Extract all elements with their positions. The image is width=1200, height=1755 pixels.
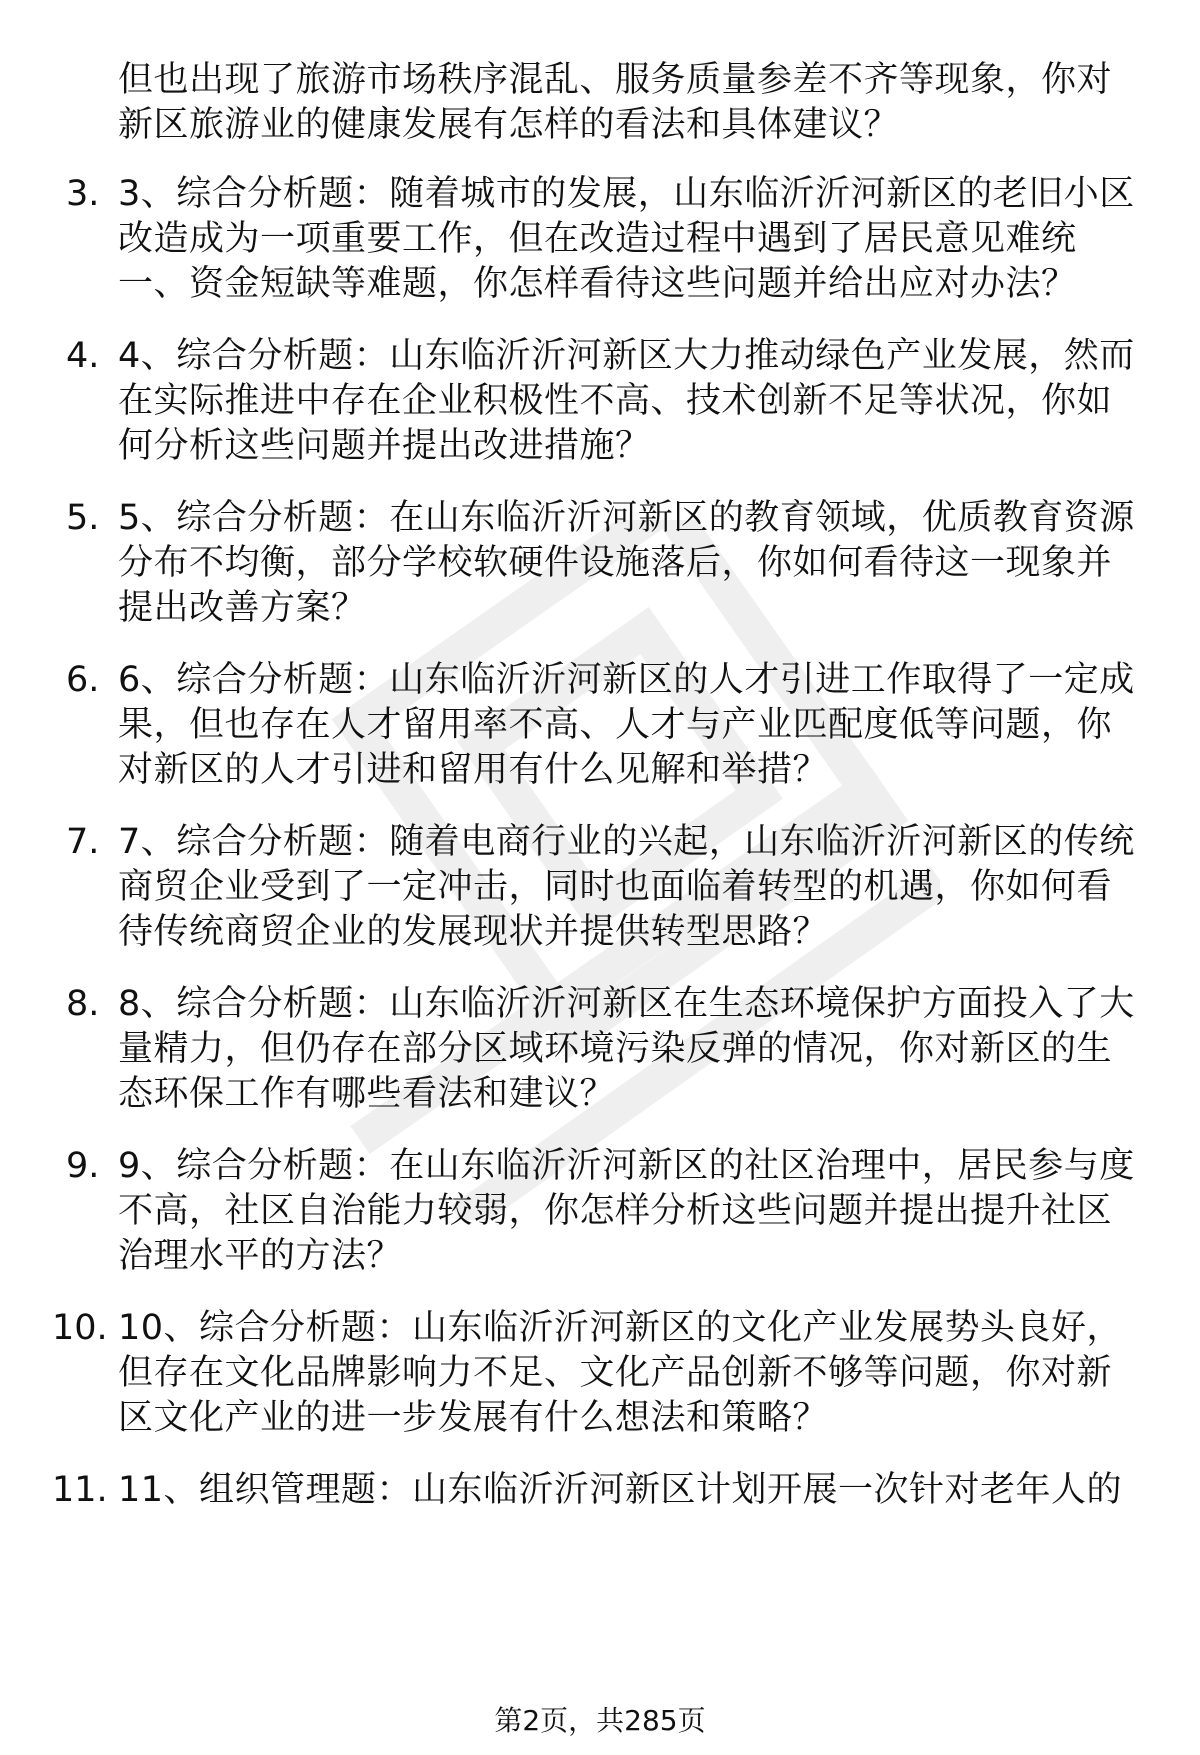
list-number: 6.	[66, 660, 100, 700]
list-number: 11.	[52, 1470, 108, 1510]
question-line: 8、综合分析题：山东临沂沂河新区在生态环境保护方面投入了大	[118, 984, 1135, 1024]
question-line: 9、综合分析题：在山东临沂沂河新区的社区治理中，居民参与度	[118, 1146, 1135, 1186]
question-line: 在实际推进中存在企业积极性不高、技术创新不足等状况，你如	[118, 381, 1113, 421]
question-line: 但存在文化品牌影响力不足、文化产品创新不够等问题，你对新	[118, 1353, 1113, 1393]
question-line: 3、综合分析题：随着城市的发展，山东临沂沂河新区的老旧小区	[118, 174, 1135, 214]
question-line: 分布不均衡，部分学校软硬件设施落后，你如何看待这一现象并	[118, 543, 1113, 583]
list-number: 10.	[52, 1308, 108, 1348]
question-line: 态环保工作有哪些看法和建议？	[118, 1074, 616, 1114]
question-line: 量精力，但仍存在部分区域环境污染反弹的情况，你对新区的生	[118, 1029, 1113, 1069]
question-line: 区文化产业的进一步发展有什么想法和策略？	[118, 1398, 829, 1438]
question-line: 商贸企业受到了一定冲击，同时也面临着转型的机遇，你如何看	[118, 867, 1113, 907]
list-number: 8.	[66, 984, 100, 1024]
question-line: 对新区的人才引进和留用有什么见解和举措？	[118, 750, 829, 790]
page-footer: 第2页，共285页	[494, 1704, 706, 1737]
question-line: 待传统商贸企业的发展现状并提供转型思路？	[118, 912, 829, 952]
question-line: 11、组织管理题：山东临沂沂河新区计划开展一次针对老年人的	[118, 1470, 1123, 1510]
question-line: 改造成为一项重要工作，但在改造过程中遇到了居民意见难统	[118, 219, 1077, 259]
question-line: 治理水平的方法？	[118, 1236, 403, 1276]
continuation-line-1: 但也出现了旅游市场秩序混乱、服务质量参差不齐等现象，你对	[118, 60, 1113, 100]
question-line: 10、综合分析题：山东临沂沂河新区的文化产业发展势头良好，	[118, 1308, 1123, 1348]
question-line: 6、综合分析题：山东临沂沂河新区的人才引进工作取得了一定成	[118, 660, 1135, 700]
list-number: 5.	[66, 498, 100, 538]
question-line: 4、综合分析题：山东临沂沂河新区大力推动绿色产业发展，然而	[118, 336, 1135, 376]
list-number: 7.	[66, 822, 100, 862]
list-number: 4.	[66, 336, 100, 376]
question-line: 何分析这些问题并提出改进措施？	[118, 426, 651, 466]
question-line: 7、综合分析题：随着电商行业的兴起，山东临沂沂河新区的传统	[118, 822, 1135, 862]
question-line: 提出改善方案？	[118, 588, 367, 628]
list-number: 9.	[66, 1146, 100, 1186]
question-line: 5、综合分析题：在山东临沂沂河新区的教育领域，优质教育资源	[118, 498, 1135, 538]
question-line: 果，但也存在人才留用率不高、人才与产业匹配度低等问题，你	[118, 705, 1113, 745]
list-number: 3.	[66, 174, 100, 214]
continuation-line-2: 新区旅游业的健康发展有怎样的看法和具体建议？	[118, 105, 900, 145]
question-line: 一、资金短缺等难题，你怎样看待这些问题并给出应对办法？	[118, 264, 1077, 304]
question-line: 不高，社区自治能力较弱，你怎样分析这些问题并提出提升社区	[118, 1191, 1113, 1231]
